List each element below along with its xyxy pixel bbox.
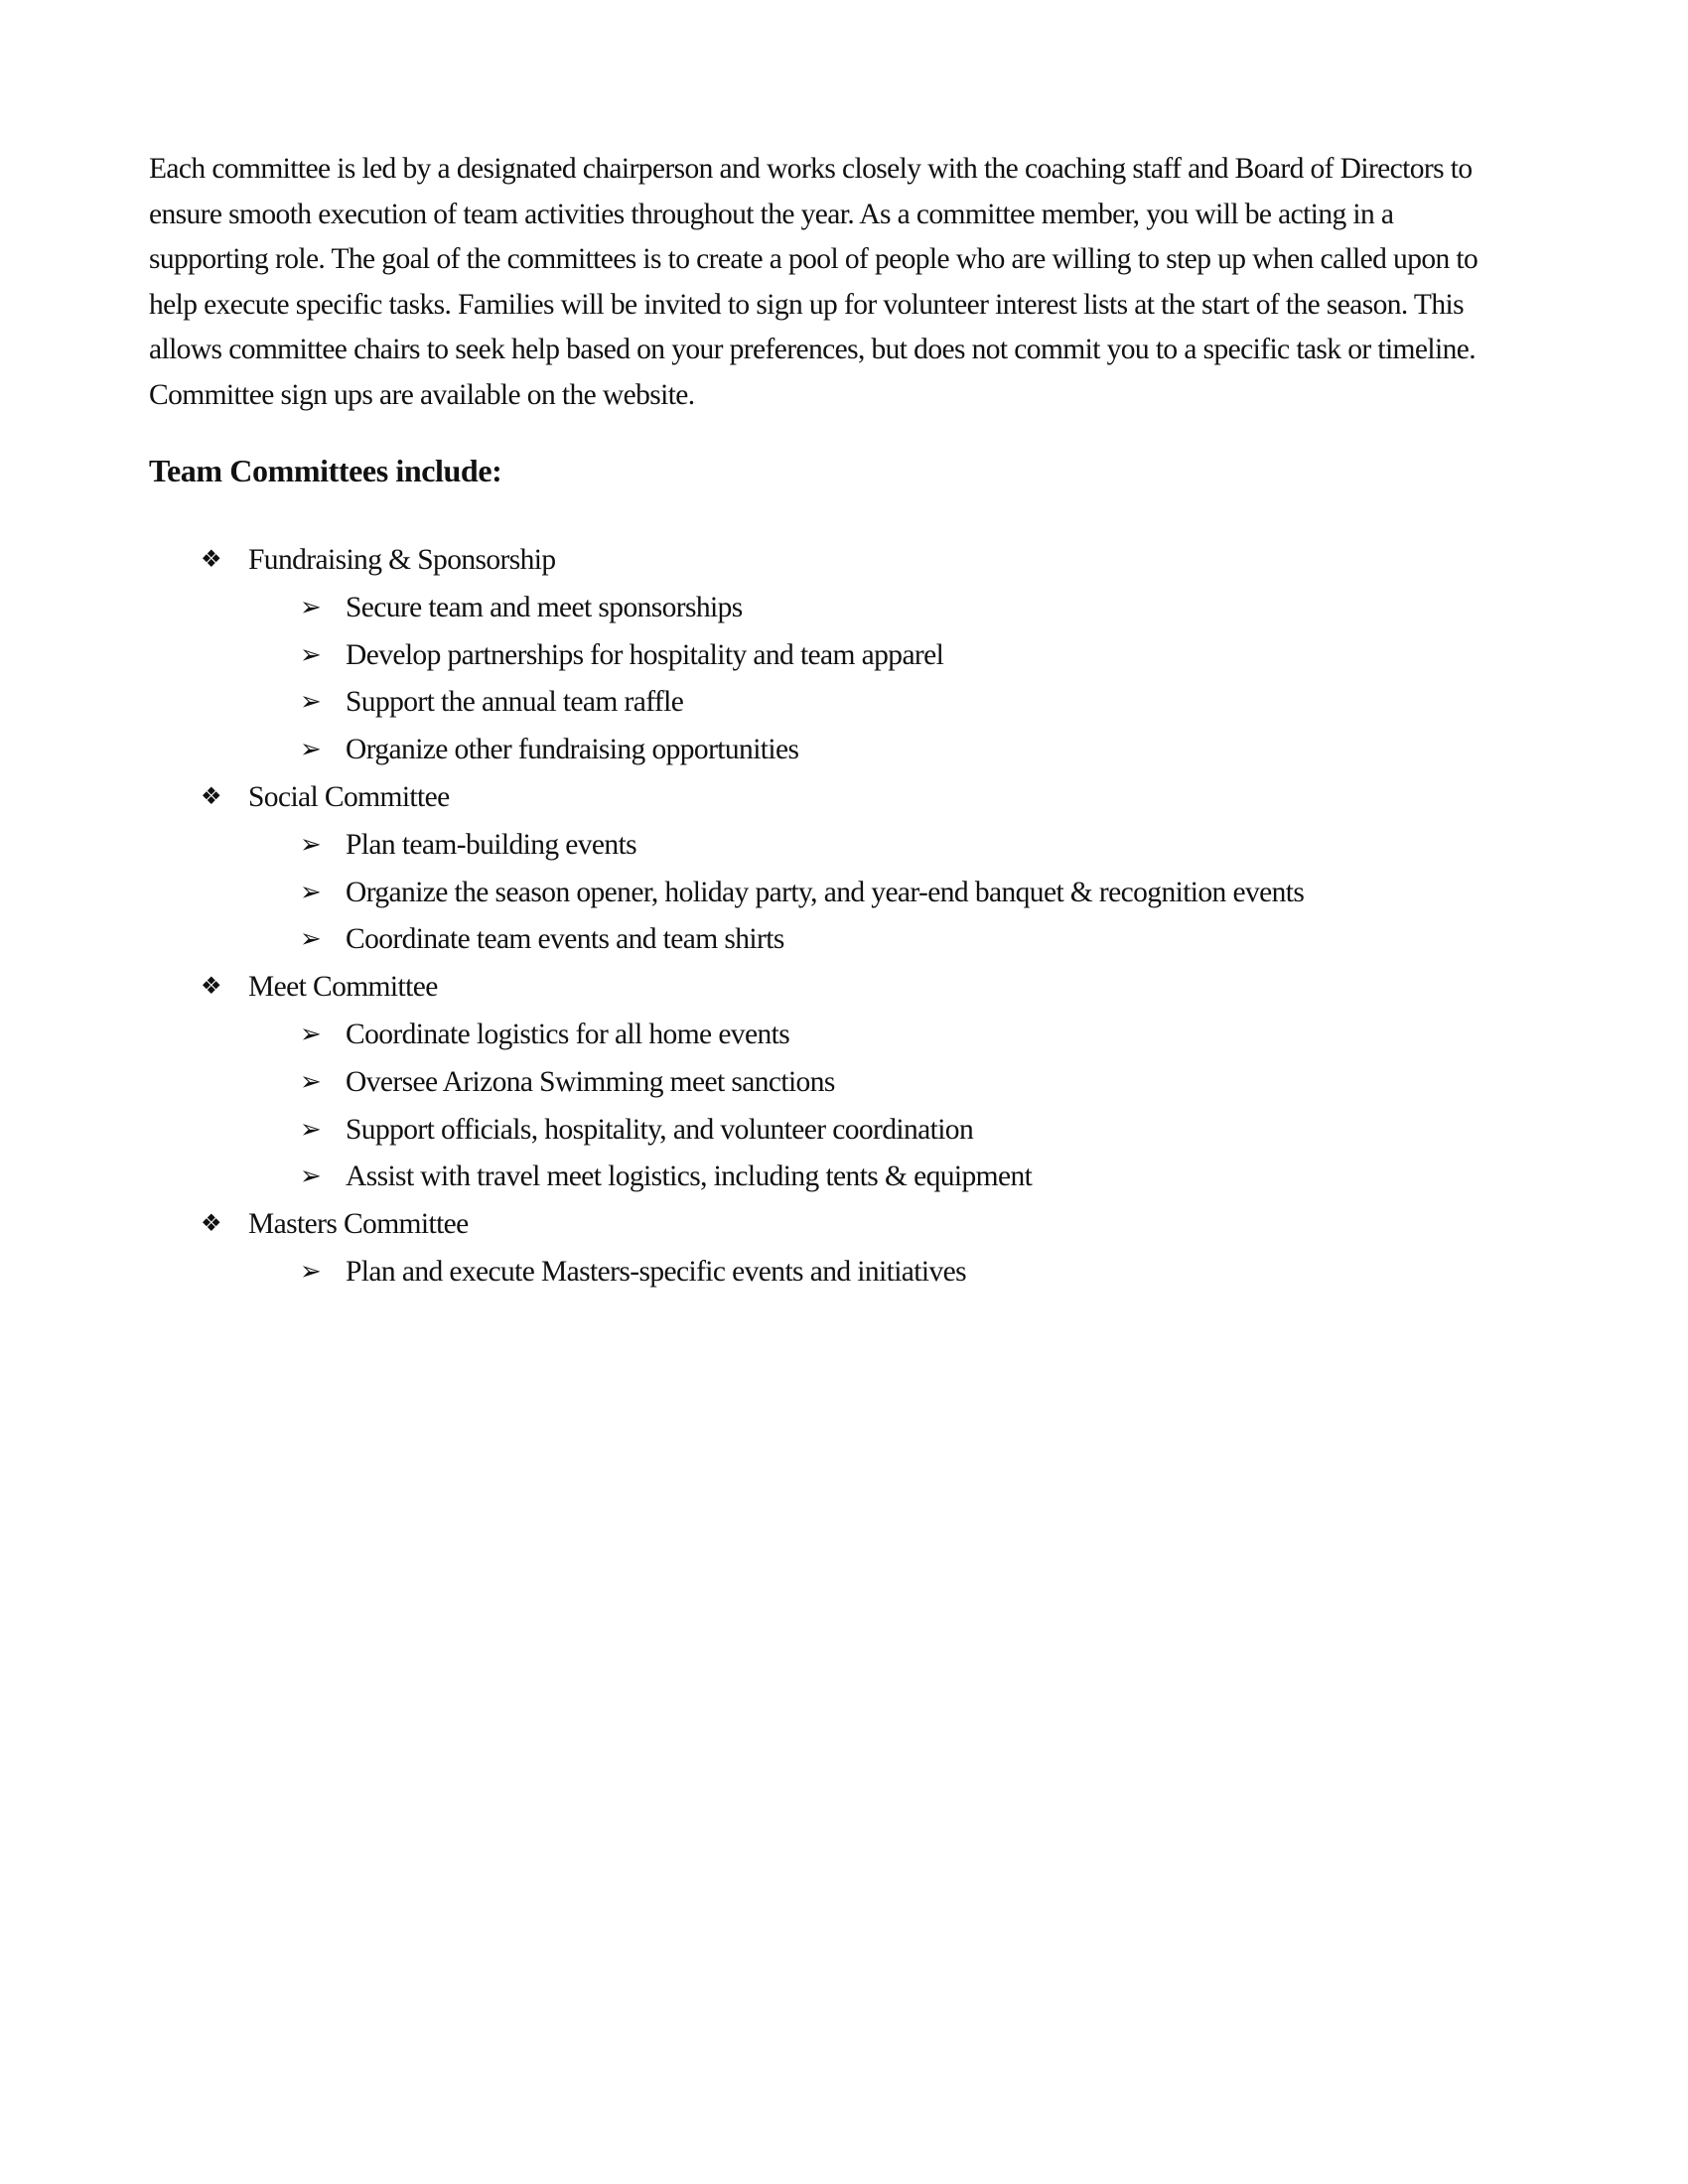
arrow-bullet-icon: ➢ [300, 592, 322, 621]
intro-paragraph [149, 147, 1539, 419]
arrow-bullet-icon: ➢ [300, 1019, 322, 1048]
intro-line: Committee sign ups are available on the website. [149, 378, 695, 411]
task-item [0, 682, 1688, 730]
arrow-bullet-icon: ➢ [300, 1256, 322, 1286]
committee-name: Social Committee [248, 780, 450, 813]
committee-item [0, 540, 1688, 588]
arrow-bullet-icon: ➢ [300, 877, 322, 906]
task-item [0, 1062, 1688, 1110]
task-text: Coordinate team events and team shirts [346, 923, 784, 956]
task-item [0, 1252, 1688, 1299]
task-text: Organize other fundraising opportunities [346, 734, 799, 766]
diamond-bullet-icon: ❖ [201, 974, 221, 1001]
intro-line: supporting role. The goal of the committees is to create a pool of people who are willing to step up when called upon to [149, 243, 1478, 276]
intro-line: help execute specific tasks. Families will be invited to sign up for volunteer interest lists at the start of the season. This [149, 288, 1464, 321]
task-item [0, 873, 1688, 920]
committee-name: Fundraising & Sponsorship [248, 544, 556, 576]
task-item [0, 1015, 1688, 1062]
diamond-bullet-icon: ❖ [201, 547, 221, 573]
intro-line: Each committee is led by a designated chairperson and works closely with the coaching staff and Board of Directors to [149, 153, 1473, 185]
task-text: Organize the season opener, holiday party, and year-end banquet & recognition events [346, 876, 1305, 908]
task-item [0, 919, 1688, 967]
task-text: Support the annual team raffle [346, 686, 684, 719]
arrow-bullet-icon: ➢ [300, 687, 322, 717]
task-item [0, 588, 1688, 635]
intro-line: ensure smooth execution of team activities throughout the year. As a committee member, you will be acting in a [149, 198, 1394, 230]
arrow-bullet-icon: ➢ [300, 1114, 322, 1144]
section-heading: Team Committees include: [149, 453, 502, 488]
task-text: Plan and execute Masters-specific events and initiatives [346, 1255, 967, 1288]
committee-item [0, 1204, 1688, 1252]
committee-item [0, 967, 1688, 1015]
arrow-bullet-icon: ➢ [300, 1161, 322, 1191]
task-item [0, 730, 1688, 777]
task-text: Oversee Arizona Swimming meet sanctions [346, 1065, 835, 1098]
arrow-bullet-icon: ➢ [300, 829, 322, 859]
intro-line: allows committee chairs to seek help based on your preferences, but does not commit you to a specific task or timeline. [149, 334, 1477, 366]
task-text: Develop partnerships for hospitality and team apparel [346, 638, 944, 671]
arrow-bullet-icon: ➢ [300, 924, 322, 954]
task-text: Plan team-building events [346, 828, 637, 861]
committee-name: Meet Committee [248, 971, 438, 1004]
diamond-bullet-icon: ❖ [201, 1211, 221, 1238]
task-item [0, 635, 1688, 683]
diamond-bullet-icon: ❖ [201, 783, 221, 810]
task-text: Secure team and meet sponsorships [346, 591, 743, 623]
task-item [0, 1157, 1688, 1204]
committee-item [0, 777, 1688, 825]
arrow-bullet-icon: ➢ [300, 639, 322, 669]
task-item [0, 825, 1688, 873]
task-text: Coordinate logistics for all home events [346, 1018, 790, 1050]
arrow-bullet-icon: ➢ [300, 1066, 322, 1096]
task-text: Support officials, hospitality, and volunteer coordination [346, 1113, 974, 1146]
committee-list [0, 540, 1688, 1299]
task-text: Assist with travel meet logistics, including tents & equipment [346, 1160, 1033, 1193]
committee-name: Masters Committee [248, 1208, 469, 1241]
task-item [0, 1110, 1688, 1158]
arrow-bullet-icon: ➢ [300, 735, 322, 764]
